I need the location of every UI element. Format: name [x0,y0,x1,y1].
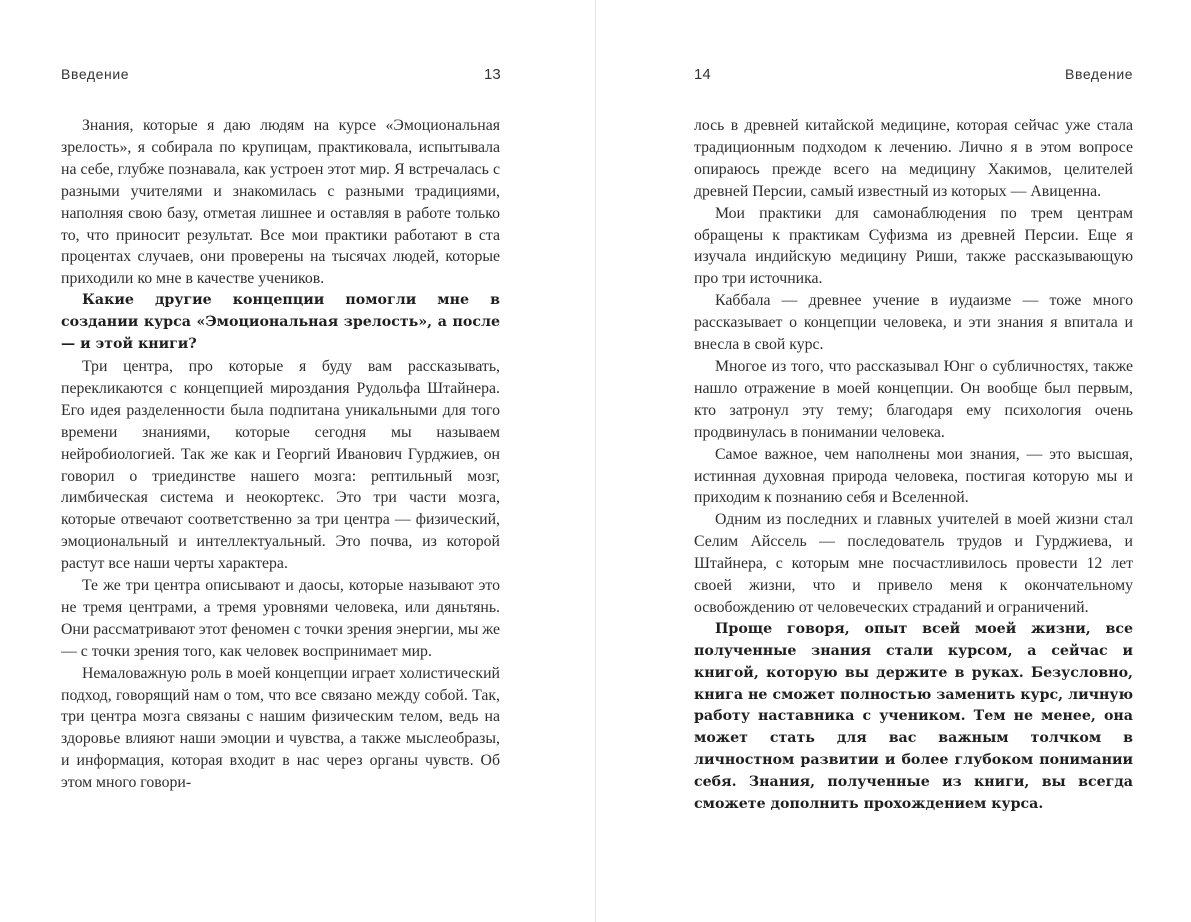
right-page-body [694,115,1133,816]
paragraph: Мои практики для самонаблюдения по трем центрам обращены к практикам Суфизма из древней Персии. Еще я изучала индийскую медицину Риши, также рассказывающую про три источника. [694,204,1133,288]
paragraph: Немаловажную роль в моей концепции играет холистический подход, говорящий нам о том, что все связано между собой. Так, три центра мозга связаны с нашим физическим телом, ведь на здоровье влияют наши эмоции и чувства, а также мыслеобразы, и информация, которая входит в нас через органы чувств. Об этом много говори- [61,664,500,792]
paragraph: Самое важное, чем наполнены мои знания, — это высшая, истинная духовная природа человека, постигая которую мы и приходим к познанию себя и Вселенной. [694,445,1133,507]
left-page [0,0,595,922]
bold-summary-paragraph: Проще говоря, опыт всей моей жизни, все полученные знания стали курсом, а сейчас и книгой, которую вы держите в руках. Безусловно, книга не сможет полностью заменить курс, личную работу наставника с учеником. Тем не менее, она может стать для вас важным толчком в личностном развитии и более глубоком понимании себя. Знания, полученные из книги, вы всегда сможете дополнить прохождением курса. [694,620,1133,813]
right-page [596,0,1191,922]
paragraph: Многое из того, что рассказывал Юнг о субличностях, также нашло отражение в моей концепции. Он вообще был первым, кто затронул эту тему; благодаря ему психология очень продвинулась в понимании человека. [694,357,1133,441]
paragraph-continued: лось в древней китайской медицине, которая сейчас уже стала традиционным подходом к лечению. Лично я в этом вопросе опираюсь прежде всего на медицину Хакимов, целителей древней Персии, самый известный из которых — Авиценна. [694,117,1133,200]
running-header-right: Введение [1065,66,1134,82]
paragraph: Каббала — древнее учение в иудаизме — тоже много рассказывает о концепции человека, и эти знания я впитала и внесла в свой курс. [694,292,1133,354]
paragraph: Знания, которые я даю людям на курсе «Эмоциональная зрелость», я собирала по крупицам, практиковала, испытывала на себе, глубже познавала, как устроен этот мир. Я встречалась с разными учителями и знакомилась с разными традициями, наполняя свою базу, отметая лишнее и оставляя в работе только то, что приносит результат. Все мои практики работают в ста процентах случаев, они проверены на тысячах людей, которые приходили ко мне в качестве учеников. [61,117,500,288]
paragraph: Три центра, про которые я буду вам рассказывать, перекликаются с концепцией мироздания Рудольфа Штайнера. Его идея разделенности была подпитана уникальными для того времени знаниями, которые сегодня мы называем нейробиологией. Так же как и Георгий Иванович Гурджиев, он говорил о триединстве нашего мозга: рептильный мозг, лимбическая система и неокортекс. Это три части мозга, которые отвечают соответственно за три центра — физический, эмоциональный и интеллектуальный. Это почва, из которой растут все наши черты характера. [61,357,500,573]
page-number-left: 13 [484,66,501,83]
paragraph: Те же три центра описывают и даосы, которые называют это не тремя центрами, а тремя уровнями человека, или дяньтянь. Они рассматривают этот феномен с точки зрения энергии, мы же — с точки зрения того, как человек воспринимает мир. [61,577,500,660]
running-header-left: Введение [61,66,130,82]
question-heading: Какие другие концепции помогли мне в создании курса «Эмоциональная зрелость», а после — и этой книги? [61,292,500,353]
page-number-right: 14 [694,66,711,83]
paragraph: Одним из последних и главных учителей в моей жизни стал Селим Айссель — последователь трудов и Гурджиева, и Штайнера, с которым мне посчастливилось провести 12 лет своей жизни, что и привело меня к окончательному освобождению от человеческих страданий и ограничений. [694,511,1133,616]
left-page-body [61,115,500,794]
